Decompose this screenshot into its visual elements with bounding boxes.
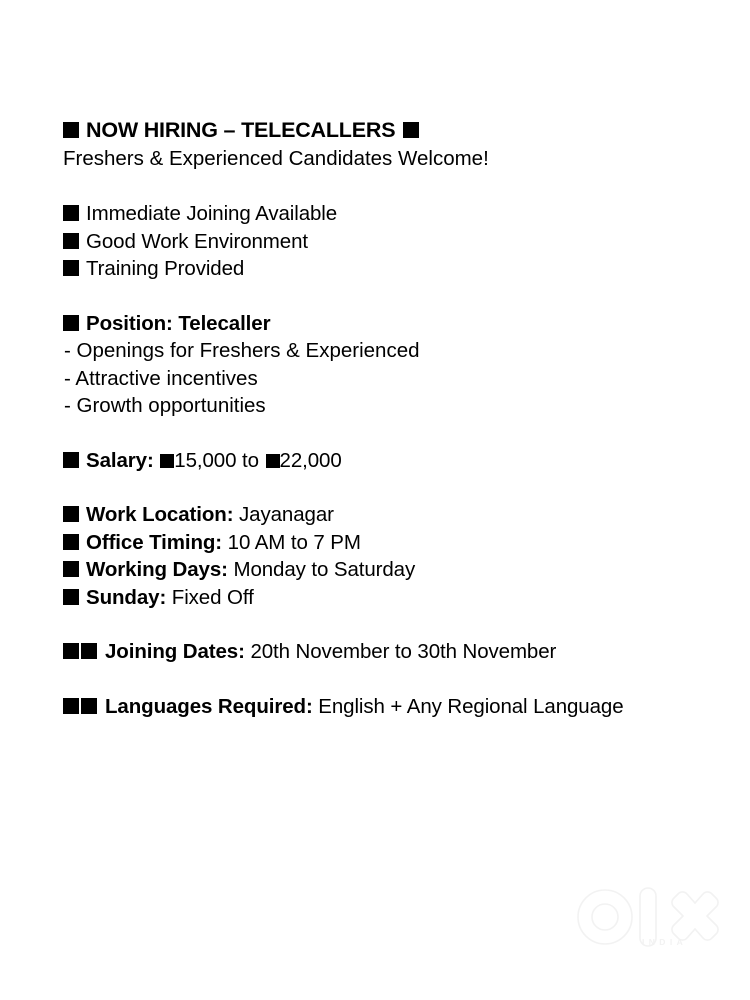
black-square-icon [63,589,79,605]
perk-label: Good Work Environment [86,229,308,253]
spacer [63,420,723,447]
position-label: Position: Telecaller [86,311,271,335]
detail-value: Jayanagar [239,503,334,526]
perk-item [63,228,723,256]
detail-row-office-timing [63,529,723,557]
black-square-icon [63,260,79,276]
black-square-icon [63,534,79,550]
black-square-icon [63,233,79,249]
joining-dates-label: Joining Dates: [105,640,245,663]
black-square-icon [63,698,79,714]
position-heading [63,310,723,338]
salary-min: 15,000 [174,448,237,472]
detail-row-sunday [63,584,723,612]
position-detail: - Growth opportunities [64,394,266,417]
detail-value: 10 AM to 7 PM [227,530,361,554]
olx-logo-icon [574,884,724,964]
rupee-icon [160,454,174,468]
black-square-icon [63,122,79,138]
spacer [63,474,723,501]
perk-label: Training Provided [86,257,245,280]
detail-label: Office Timing: [86,530,223,554]
spacer [63,173,723,200]
subtitle: Freshers & Experienced Candidates Welcome! [63,147,489,170]
black-square-icon [63,506,79,522]
perk-item [63,255,723,283]
salary-max: 22,000 [279,448,342,472]
detail-label: Sunday: [86,585,167,609]
black-square-icon [81,643,97,659]
salary-separator: to [242,448,259,472]
black-square-icon [63,643,79,659]
black-square-icon [403,122,419,138]
rupee-icon [266,454,280,468]
salary-row [63,447,723,475]
page-title-text: NOW HIRING – TELECALLERS [86,118,396,142]
spacer [63,611,723,636]
black-square-icon [63,561,79,577]
spacer [63,666,723,691]
black-square-icon [63,315,79,331]
page-title [63,116,723,145]
job-posting-flyer [63,116,723,720]
spacer [63,283,723,310]
detail-label: Working Days: [86,558,228,581]
detail-value: Monday to Saturday [233,558,416,581]
detail-value: Fixed Off [171,585,254,609]
detail-row-work-location [63,501,723,529]
perk-item [63,200,723,228]
detail-label: Work Location: [86,503,234,526]
languages-label: Languages Required: [105,694,313,718]
languages-row [63,693,723,721]
position-detail: - Openings for Freshers & Experienced [64,339,420,362]
joining-dates-row [63,638,723,666]
salary-label: Salary: [86,448,154,472]
position-detail: - Attractive incentives [64,366,258,390]
olx-watermark [574,884,724,964]
perk-label: Immediate Joining Available [86,202,338,225]
detail-row-working-days [63,556,723,584]
black-square-icon [63,205,79,221]
languages-value: English + Any Regional Language [318,694,624,718]
black-square-icon [63,452,79,468]
joining-dates-value: 20th November to 30th November [250,640,557,663]
watermark-region-label: INDIA [642,937,688,947]
black-square-icon [81,698,97,714]
